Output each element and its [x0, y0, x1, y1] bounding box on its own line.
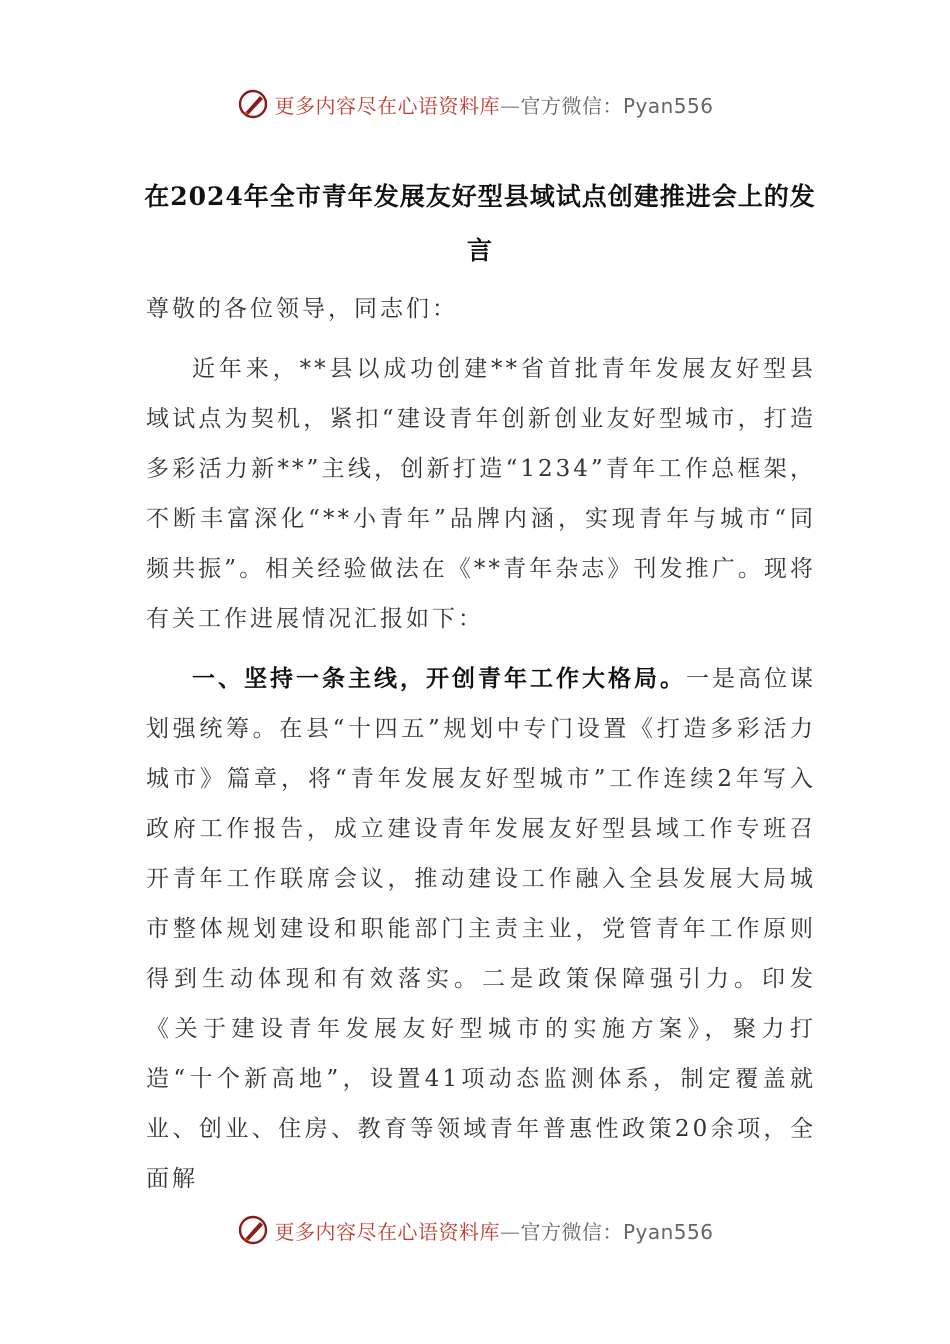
- greeting: 尊敬的各位领导，同志们：: [146, 296, 458, 322]
- footer-banner: [0, 1210, 950, 1250]
- section1-heading: 一、坚持一条主线，开创青年工作大格局。: [192, 665, 686, 692]
- pen-logo-icon: [236, 87, 270, 121]
- header-banner-separator: —: [499, 93, 521, 118]
- section1-paragraph: [146, 654, 816, 1204]
- document-body: [146, 284, 816, 1214]
- header-banner-wechat: 官方微信：Pyan556: [520, 93, 714, 118]
- footer-banner-main: 更多内容尽在心语资料库: [274, 1219, 500, 1244]
- pen-logo-icon: [236, 1213, 270, 1247]
- footer-banner-text: [274, 1216, 713, 1245]
- header-banner-text: [274, 90, 713, 119]
- header-banner: [0, 84, 950, 124]
- section1-body: 一是高位谋划强统筹。在县“十四五”规划中专门设置《打造多彩活力城市》篇章，将“青年发展友好型城市”工作连续2年写入政府工作报告，成立建设青年发展友好型县域工作专班召开青年工作联席会议，推动建设工作融入全县发展大局城市整体规划建设和职能部门主责主业，党管青年工作原则得到生动体现和有效落实。二是政策保障强引力。印发《关于建设青年发展友好型城市的实施方案》，聚力打造“十个新高地”，设置41项动态监测体系，制定覆盖就业、创业、住房、教育等领域青年普惠性政策20余项，全面解: [146, 666, 816, 1192]
- intro-paragraph: 近年来，**县以成功创建**省首批青年发展友好型县域试点为契机，紧扣“建设青年创新创业友好型城市，打造多彩活力新**”主线，创新打造“1234”青年工作总框架，不断丰富深化“**小青年”品牌内涵，实现青年与城市“同频共振”。相关经验做法在《**青年杂志》刊发推广。现将有关工作进展情况汇报如下：: [146, 356, 816, 632]
- document-title: 在2024年全市青年发展友好型县域试点创建推进会上的发言: [144, 182, 816, 265]
- header-banner-main: 更多内容尽在心语资料库: [274, 93, 500, 118]
- footer-banner-separator: —: [499, 1219, 521, 1244]
- footer-banner-wechat: 官方微信：Pyan556: [520, 1219, 714, 1244]
